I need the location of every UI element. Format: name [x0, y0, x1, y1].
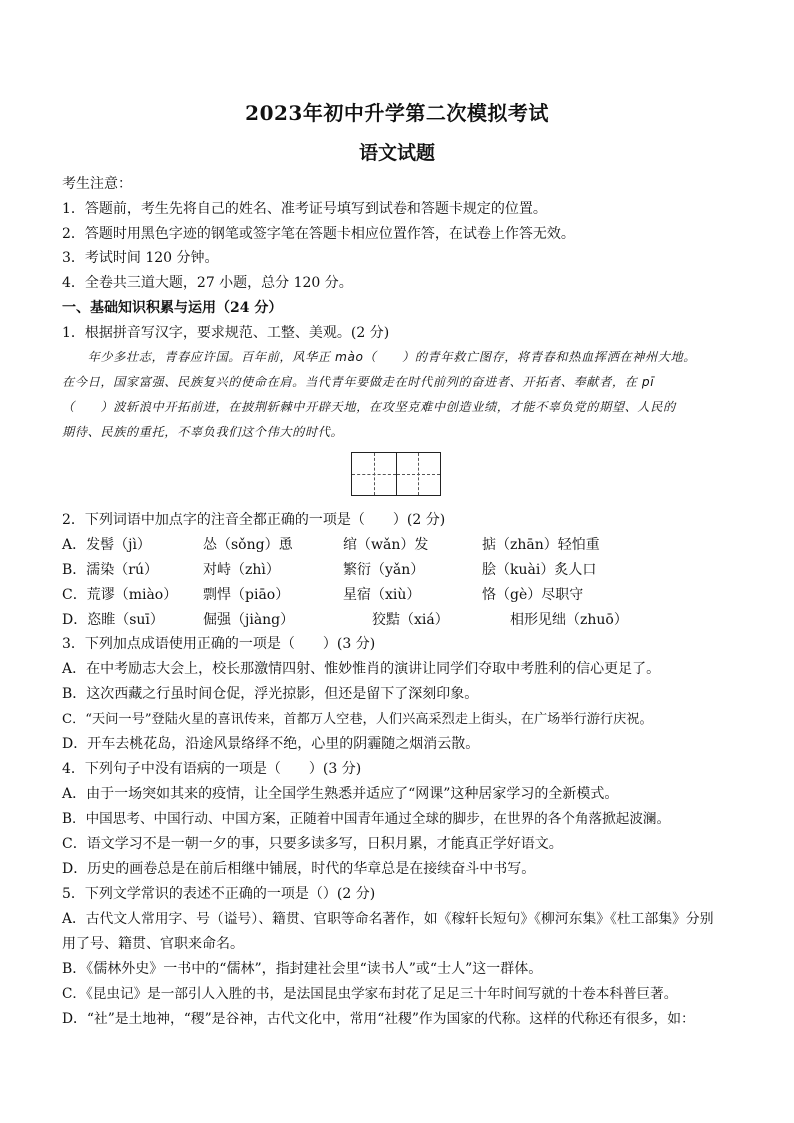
- writing-grid-cell[interactable]: [396, 453, 441, 495]
- notice-heading: 考生注意：: [62, 176, 132, 192]
- option-b: B．中国思考、中国行动、中国方案，正随着中国青年通过全球的脚步，在世界的各个角落掀起波澜。: [62, 811, 671, 827]
- option-a: A．在中考励志大会上，校长那激情四射、惟妙惟肖的演讲让同学们夺取中考胜利的信心更足了。: [62, 661, 661, 677]
- question-2-stem: 2．下列词语中加点字的注音全都正确的一项是（ ）(2 分): [62, 512, 446, 528]
- question-3-stem: 3．下列加点成语使用正确的一项是（ ）(3 分): [62, 636, 376, 652]
- notice-item: 4．全卷共三道大题，27 小题，总分 120 分。: [62, 275, 353, 291]
- option-a-item: A．发髻（jì）: [62, 537, 151, 553]
- question-1-stem: 1．根据拼音写汉字，要求规范、工整、美观。(2 分): [62, 325, 390, 341]
- question-4-stem: 4．下列句子中没有语病的一项是（ ）(3 分): [62, 761, 362, 777]
- option-c: C．《昆虫记》是一部引人入胜的书，是法国昆虫学家布封花了足足三十年时间写就的十卷本科普巨著。: [62, 986, 678, 1002]
- option-a-item: 怂（sǒng）恿: [203, 537, 293, 553]
- exam-title: 2023年初中升学第二次模拟考试: [245, 101, 549, 125]
- option-d: D．“社”是土地神，“稷”是谷神，古代文化中，常用“社稷”作为国家的代称。这样的代称还有很多，如：: [62, 1011, 695, 1027]
- option-d: D．开车去桃花岛，沿途风景络绎不绝，心里的阴霾随之烟消云散。: [62, 736, 480, 752]
- option-c: C．语文学习不是一朝一夕的事，只要多读多写，日积月累，才能真正学好语文。: [62, 836, 563, 852]
- notice-item: 3．考试时间 120 分钟。: [62, 250, 219, 266]
- notice-item: 1．答题前，考生先将自己的姓名、准考证号填写到试卷和答题卡规定的位置。: [62, 201, 547, 217]
- option-b: B．《儒林外史》一书中的“儒林”，指封建社会里“读书人”或“士人”这一群体。: [62, 961, 543, 977]
- option-d: D．历史的画卷总是在前后相继中铺展，时代的华章总是在接续奋斗中书写。: [62, 861, 536, 877]
- option-d-item: D．恣睢（suī）: [62, 612, 164, 628]
- writing-grid[interactable]: [351, 452, 441, 496]
- option-c-item: C．荒谬（miào）: [62, 587, 178, 603]
- option-a: A．由于一场突如其来的疫情，让全国学生熟悉并适应了“网课”这种居家学习的全新模式。: [62, 786, 619, 802]
- question-1-passage-line: （ ）波斩浪中开拓前进，在披荆斩棘中开辟天地，在攻坚克难中创造业绩，才能不辜负党的期望、人民的: [62, 400, 676, 414]
- question-5-stem: 5．下列文学常识的表述不正确的一项是（）(2 分): [62, 886, 376, 902]
- exam-subtitle: 语文试题: [358, 142, 435, 164]
- option-b-item: B．濡染（rú）: [62, 562, 158, 578]
- notice-item: 2．答题时用黑色字迹的钢笔或签字笔在答题卡相应位置作答，在试卷上作答无效。: [62, 226, 575, 242]
- option-b-item: 对峙（zhì）: [203, 562, 280, 578]
- writing-grid-cell[interactable]: [352, 453, 396, 495]
- option-d-item: 狡黠（xiá）: [372, 612, 449, 628]
- option-c-item: 剽悍（piāo）: [203, 587, 290, 603]
- option-c-item: 星宿（xiù）: [343, 587, 421, 603]
- option-a-item: 掂（zhān）轻怕重: [482, 537, 600, 553]
- option-a: A．古代文人常用字、号（谥号）、籍贯、官职等命名著作，如《稼轩长短句》《柳河东集》《杜工部集》分别: [62, 911, 714, 927]
- option-a-continued: 用了号、籍贯、官职来命名。: [62, 936, 244, 952]
- option-c: C．“天问一号”登陆火星的喜讯传来，首都万人空巷，人们兴高采烈走上街头，在广场举行游行庆祝。: [62, 712, 653, 727]
- question-1-passage-line: 在今日，国家富强、民族复兴的使命在肩。当代青年要做走在时代前列的奋进者、开拓者、奉献者，在 pī: [62, 375, 655, 389]
- option-b-item: 脍（kuài）炙人口: [482, 562, 597, 578]
- section-heading: 一、基础知识积累与运用（24 分）: [62, 300, 283, 316]
- option-c-item: 恪（gè）尽职守: [482, 587, 584, 603]
- option-b: B．这次西藏之行虽时间仓促，浮光掠影，但还是留下了深刻印象。: [62, 686, 479, 702]
- question-1-passage-line: 年少多壮志，青春应许国。百年前，风华正 mào（ ）的青年救亡图存，将青春和热血挥洒在神州大地。: [62, 350, 697, 364]
- question-1-passage-line: 期待、民族的重托，不辜负我们这个伟大的时代。: [62, 425, 344, 439]
- option-d-item: 相形见绌（zhuō）: [510, 612, 628, 628]
- option-a-item: 绾（wǎn）发: [343, 537, 429, 553]
- option-d-item: 倔强（jiàng）: [203, 612, 295, 628]
- option-b-item: 繁衍（yǎn）: [343, 562, 425, 578]
